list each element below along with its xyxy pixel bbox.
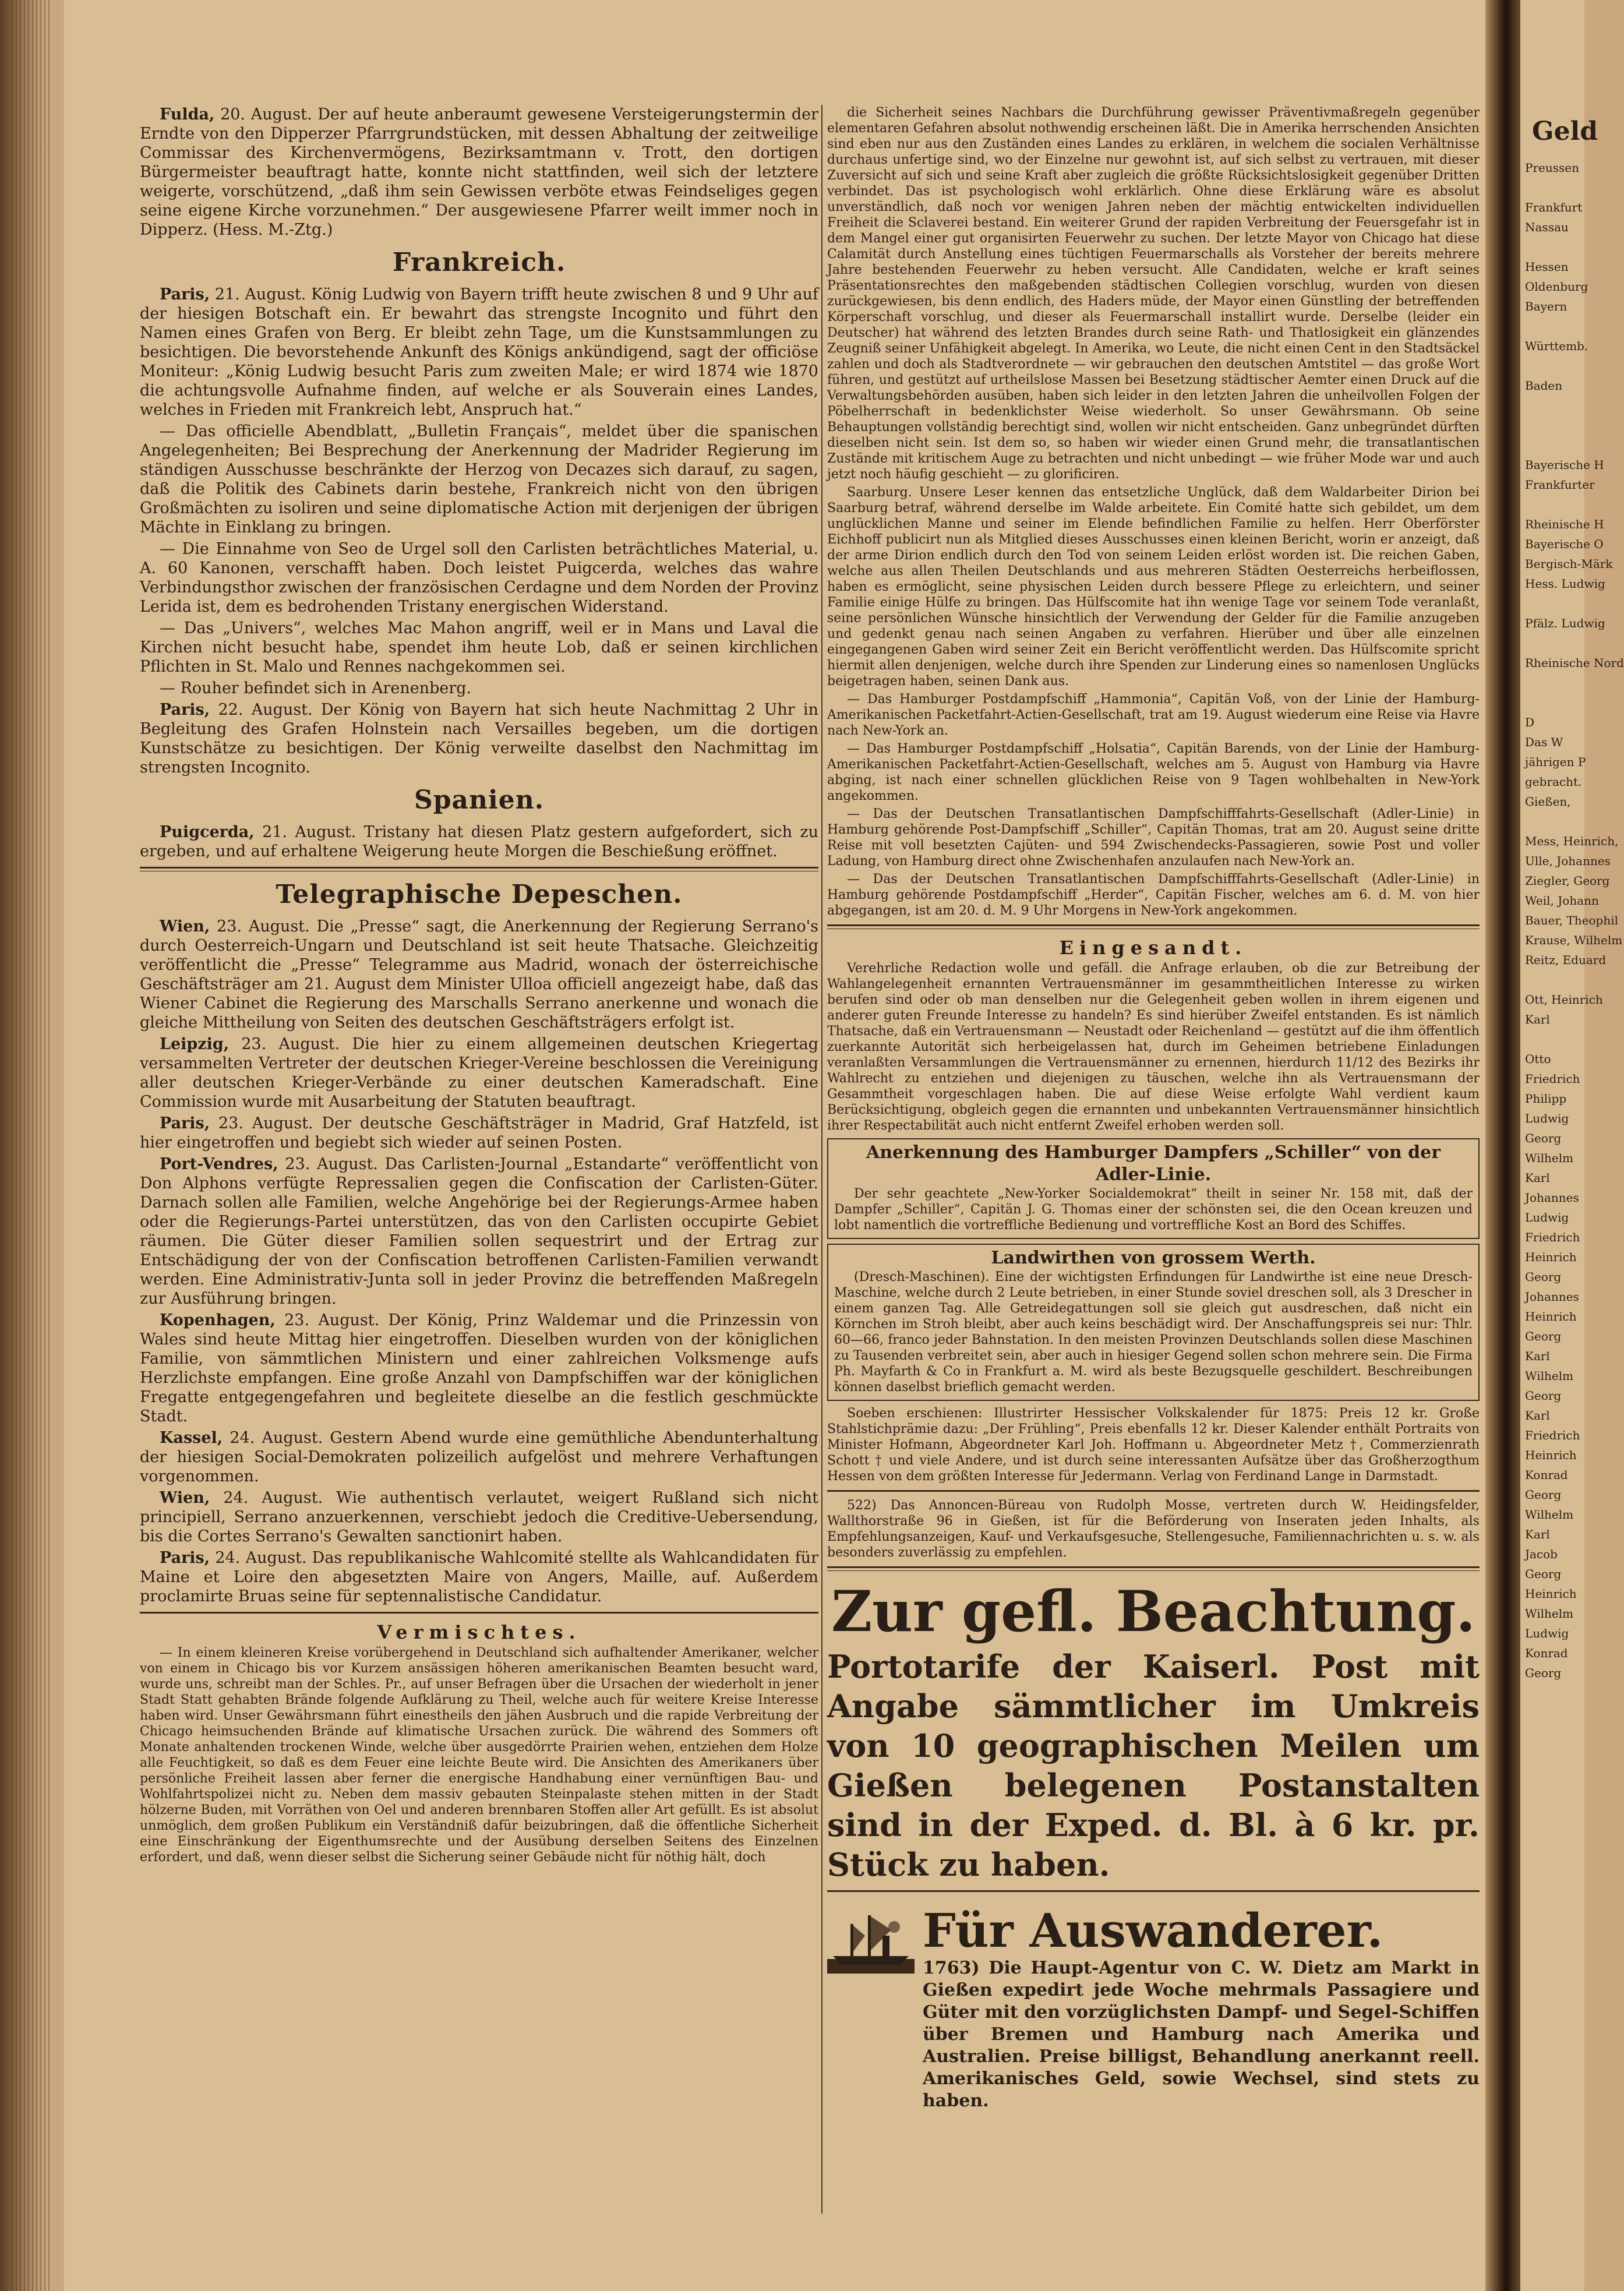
adjacent-page-line: Jacob — [1525, 1547, 1558, 1561]
adjacent-page-line: Friedrich — [1525, 1230, 1580, 1244]
article-text: — Das officielle Abendblatt, „Bulletin Français“, meldet über die spanischen Angelegenheiten; Bei Besprechung der Anerkennung der Madrider Regierung im ständigen Ausschusse beschränkte der Herzog von Decazes sich darauf, zu sagen, daß die Politik des Cabinets darin bestehe, Frankreich nicht von den übrigen Großmächten zu isoliren und seine diplomatische Action mit derjenigen der übrigen Mächte in Einklang zu bringen. — [140, 422, 818, 536]
adjacent-page-line: Bayerische O — [1525, 537, 1604, 551]
adjacent-page-line — [1525, 396, 1584, 415]
adjacent-page-line: Konrad — [1525, 1646, 1568, 1660]
ad-auswanderer-text: 1763) Die Haupt-Agentur von C. W. Dietz am Markt in Gießen expedirt jede Woche mehrmals Passagiere und Güter mit den vorzüglichsten Dampf- und Segel-Schiffen über Bremen und Hamburg nach Amerika und Australien. Preise billigst, Behandlung anerkannt reell. Amerikanisches Geld, sowie Wechsel, sind stets zu haben. — [923, 1958, 1480, 2111]
article-text: — Das „Univers“, welches Mac Mahon angriff, weil er in Mans und Laval die Kirchen nicht besucht habe, spendet ihm heute Lob, daß er seinen kirchlichen Pflichten in St. Malo und Rennes nachgekommen sei. — [140, 619, 818, 676]
article-eingesandt: Verehrliche Redaction wolle und gefäll. die Anfrage erlauben, ob die zur Betreibung der Wahlangelegenheit ernannten Vertrauensmänner im gesammtheitlichen Interesse zu wirken berufen sind oder ob man denselben nur die Gelegenheit geben wollen in ihrem eigenen und anderer guten Freunde Interesse zu handeln? Es sind hierüber Zweifel entstanden. Es ist nämlich Thatsache, daß ein Vertrauensmann — Neustadt oder Reichenland — gestützt auf die ihm öffentlich zuerkannte Autorität sich herbeigelassen hat, durch im Geheimen betriebene Einladungen veranlaßten Versammlungen die Vertrauensmänner zu ernennen, hierdurch 11/12 des Bezirks ihr Wahlrecht zu entziehen und diejenigen zu täuschen, welche ihn als Vertrauensmann der Gesammtheit vorgeschlagen haben. Die auf diese Weise erfolgte Wahl verdient kaum Berücksichtigung, obgleich gegen die ernannten und unbekannten Vertrauensmänner hinsichtlich ihrer Respectabilität auch nicht entfernt Zweifel erhoben werden soll. — [827, 961, 1480, 1133]
adjacent-page-line: Wilhelm — [1525, 1508, 1574, 1522]
news-item — [140, 539, 818, 616]
ad-landwirthe — [827, 1244, 1480, 1401]
adjacent-page-line: Wilhelm — [1525, 1369, 1574, 1383]
adjacent-page-line: Karl — [1525, 1409, 1550, 1422]
news-item — [140, 285, 818, 419]
section-rule — [827, 1890, 1480, 1892]
adjacent-page-line — [1525, 435, 1584, 455]
news-item — [140, 1548, 818, 1606]
column-divider — [821, 105, 822, 2214]
adjacent-page-line: D — [1525, 715, 1535, 729]
dateline: Wien, — [160, 1489, 210, 1507]
news-item — [140, 700, 818, 777]
ad-beachtung-text: Portotarife der Kaiserl. Post mit Angabe sämmtlicher im Umkreis von 10 geographischen Meilen um Gießen belegenen Postanstalten sind in der Exped. d. Bl. à 6 kr. pr. Stück zu haben. — [827, 1648, 1480, 1883]
article-fulda — [140, 105, 818, 239]
adjacent-page-line: Wilhelm — [1525, 1607, 1574, 1621]
adjacent-page-line: Georg — [1525, 1389, 1562, 1403]
adjacent-page-line: Frankfurt — [1525, 200, 1583, 214]
adjacent-page-line: Ludwig — [1525, 1111, 1569, 1125]
spanien-articles — [140, 822, 818, 861]
news-item — [140, 1488, 818, 1546]
adjacent-page-line — [1525, 316, 1584, 336]
adjacent-page-line: Ott, Heinrich — [1525, 993, 1603, 1007]
adjacent-page-line: Karl — [1525, 1171, 1550, 1185]
news-note: — Das der Deutschen Transatlantischen Dampfschifffahrts-Gesellschaft (Adler-Linie) in Hamburg gehörende Postdampfschiff „Herder“, Capitän Fischer, welches am 6. d. M. von hier abgegangen, ist am 20. d. M. 9 Uhr Morgens in New-York angekommen. — [827, 872, 1480, 918]
section-rule — [827, 1566, 1480, 1571]
adjacent-page-line: Baden — [1525, 379, 1563, 393]
dateline: Leipzig, — [160, 1035, 230, 1053]
adjacent-page-line: Das W — [1525, 735, 1563, 749]
adjacent-page-line — [1525, 495, 1584, 514]
adjacent-page-line — [1525, 1029, 1584, 1049]
right-column — [827, 105, 1480, 2225]
news-item — [140, 1311, 818, 1426]
adjacent-page-line: Karl — [1525, 1349, 1550, 1363]
section-rule — [140, 867, 818, 871]
adjacent-page-line: Frankfurter — [1525, 478, 1595, 492]
adjacent-page-line: Bauer, Theophil — [1525, 913, 1618, 927]
adjacent-page-line: Georg — [1525, 1131, 1562, 1145]
article-text: 22. August. Der König von Bayern hat sich heute Nachmittag 2 Uhr in Begleitung des Grafen Holnstein nach Versailles begeben, um die dortigen Kunstschätze zu besichtigen. Der König verweilte daselbst den Nachmittag im strengsten Incognito. — [140, 701, 818, 776]
article-text: 21. August. Tristany hat diesen Platz gestern aufgefordert, sich zu ergeben, und auf erhaltene Weigerung heute Morgen die Beschießung eröffnet. — [140, 823, 818, 860]
ad-schiller — [827, 1138, 1480, 1239]
adjacent-page-line: Wilhelm — [1525, 1151, 1574, 1165]
adjacent-page-line: Bayern — [1525, 299, 1567, 313]
adjacent-page-line — [1525, 356, 1584, 376]
adjacent-page-line: Hessen — [1525, 260, 1569, 274]
news-item — [140, 679, 818, 698]
ad-kalender: Soeben erschienen: Illustrirter Hessischer Volkskalender für 1875: Preis 12 kr. Große Stahlstichprämie dazu: „Der Frühling“, Preis ebenfalls 12 kr. Dieser Kalender enthält Portraits von Minister Hofmann, Abgeordneter Karl Joh. Hoffmann u. Abgeordneter Metz †, Commerzienrath Schott † und viele Andere, und ist durch seine interessanten Aufsätze über das Großherzogthum Hessen von dem größten Interesse für Jedermann. Verlag von Ferdinand Lange in Darmstadt. — [827, 1406, 1480, 1484]
adjacent-page-line: gebracht. — [1525, 775, 1582, 789]
dateline: Port-Vendres, — [160, 1155, 278, 1173]
article-text: 23. August. Die hier zu einem allgemeinen deutschen Kriegertag versammelten Vertreter der deutschen Krieger-Vereine beschlossen die Vereinigung aller deutschen Krieger-Verbände zu einer deutschen Kameradschaft. Eine Commission wurde mit Ausarbeitung der Statuten beauftragt. — [140, 1035, 818, 1111]
adjacent-page-strip — [1520, 0, 1624, 2291]
ad-mosse: 522) Das Annoncen-Büreau von Rudolph Mosse, vertreten durch W. Heidingsfelder, Wallthorstraße 96 in Gießen, ist für die Beförderung von Inseraten jeden Inhalts, als Empfehlungsanzeigen, Kauf- und Verkaufsgesuche, Stellengesuche, Familiennachrichten u. s. w. als besonders zuverlässig zu empfehlen. — [827, 1498, 1480, 1560]
section-rule — [827, 1490, 1480, 1492]
article-text: — Die Einnahme von Seo de Urgel soll den Carlisten beträchtliches Material, u. A. 60 Kanonen, verschafft haben. Doch leistet Puigcerda, welches das wahre Verbindungsthor zwischen der französischen Cerdagne und dem Norden der Provinz Lerida ist, dem es bedrohenden Tristany energischen Widerstand. — [140, 540, 818, 616]
dateline: Paris, — [160, 1549, 210, 1567]
article-text: 23. August. Der deutsche Geschäftsträger in Madrid, Graf Hatzfeld, ist hier eingetroffen und begiebt sich wieder auf seinen Posten. — [140, 1114, 818, 1152]
section-heading-vermischtes: Vermischtes. — [377, 1621, 581, 1643]
ad-auswanderer — [827, 1904, 1480, 2115]
adjacent-page-line: Friedrich — [1525, 1072, 1580, 1086]
adjacent-page-line: Gießen, — [1525, 795, 1571, 809]
frankreich-articles — [140, 285, 818, 777]
adjacent-page-line: jährigen P — [1525, 755, 1586, 769]
ad-beachtung-title: Zur gefl. Beachtung. — [831, 1579, 1475, 1644]
news-note: — Das Hamburger Postdampfschiff „Hammonia“, Capitän Voß, von der Linie der Hamburg-Amerikanischen Packetfahrt-Actien-Gesellschaft, trat am 19. August wiederum eine Reise via Havre nach New-York an. — [827, 692, 1480, 738]
left-column — [140, 105, 818, 2225]
news-item — [140, 1155, 818, 1308]
dateline: Paris, — [160, 285, 210, 303]
news-item — [140, 917, 818, 1032]
adjacent-page-line: Heinrich — [1525, 1587, 1577, 1601]
ad-auswanderer-title: Für Auswanderer. — [923, 1903, 1383, 1958]
adjacent-page-line: Karl — [1525, 1012, 1550, 1026]
adjacent-page-line: Rheinische H — [1525, 517, 1604, 531]
ad-auswanderer-body — [923, 1904, 1480, 2115]
news-item — [140, 1114, 818, 1152]
adjacent-page-line — [1525, 237, 1584, 257]
adjacent-page-line: Friedrich — [1525, 1428, 1580, 1442]
news-notes — [827, 485, 1480, 919]
ad-title: Landwirthen von grossem Werth. — [991, 1248, 1316, 1268]
adjacent-page-line: Bergisch-Märk — [1525, 557, 1613, 571]
adjacent-page-line: Otto — [1525, 1052, 1551, 1066]
article-text: 23. August. Der König, Prinz Waldemar und die Prinzessin von Wales sind heute Mittag hier eingetroffen. Dieselben wurden von der königlichen Familie, von sämmtlichen Ministern und einer zahlreichen Volksmenge aufs Herzlichste empfangen. Eine große Anzahl von Dampfschiffen war der königlichen Fregatte entgegengefahren und begleitete dieselbe an die festlich geschmückte Stadt. — [140, 1311, 818, 1425]
book-binding-edge — [0, 0, 64, 2291]
article-text: 24. August. Wie authentisch verlautet, weigert Rußland sich nicht principiell, Serrano anzuerkennen, verschiebt jedoch die Creditive-Uebersendung, bis die Cortes Serrano's Gewalten sanctionirt haben. — [140, 1489, 818, 1545]
telegraph-articles — [140, 917, 818, 1606]
news-item — [140, 1428, 818, 1486]
dateline: Wien, — [160, 917, 210, 936]
adjacent-page-line: Georg — [1525, 1329, 1562, 1343]
news-note: — Das der Deutschen Transatlantischen Dampfschifffahrts-Gesellschaft (Adler-Linie) in Hamburg gehörende Post-Dampfschiff „Schiller“, Capitän Thomas, trat am 20. August seine dritte Reise mit voll besetzten Cajüten- und 594 Zwischendecks-Passagieren, sowie Post und voller Ladung, von Hamburg direct ohne Zwischenhafen anzulaufen nach New-York an. — [827, 807, 1480, 869]
article-text: 24. August. Das republikanische Wahlcomité stellte als Wahlcandidaten für Maine et Loire den abgesetzten Maire von Angers, Maille, auf. Außerdem proclamirte Bruas seine für septennalistische Candidatur. — [140, 1549, 818, 1605]
section-heading-frankreich: Frankreich. — [392, 248, 566, 277]
dateline: Fulda, — [160, 105, 215, 123]
news-item — [140, 822, 818, 861]
adjacent-page-line: Karl — [1525, 1527, 1550, 1541]
article-continuation: die Sicherheit seines Nachbars die Durchführung gewisser Präventivmaßregeln gegenüber elementaren Gefahren absolut nothwendig erscheinen läßt. Die in Amerika herrschenden Ansichten sind eben nur aus den Zuständen eines Landes zu erklären, in welchem die socialen Verhältnisse durchaus unfertige sind, wo der Einzelne nur gewohnt ist, auf sich selbst zu vertrauen, mit dieser Zuversicht auf sich und seine Kraft aber zugleich die größte Rücksichtslosigkeit gegenüber Dritten verbindet. Das ist psychologisch wohl erklärlich. Ohne diese Erklärung wäre es absolut unverständlich, daß noch vor wenigen Jahren neben der mächtig entwickelten individuellen Freiheit die Sclaverei bestand. Ein weiterer Grund der rapiden Verbreitung der Feuersgefahr ist in dem Mangel einer gut organisirten Feuerwehr zu suchen. Der letzte Mayor von Chicago hat diese Calamität durch Anstellung eines tüchtigen Feuermarschalls als Vorsteher der bereits mehrere Jahre bestehenden Feuerwehr zu heben versucht. Alle Candidaten, welche er kraft seines Präsentationsrechtes den maßgebenden städtischen Collegien vorschlug, wurden von diesen zurückgewiesen, bis denn endlich, des Haders müde, der Mayor einen Günstling der betreffenden Körperschaft vorschlug, und dieser als Feuermarschall installirt wurde. Derselbe (leider ein Deutscher) hat während des letzten Brandes durch seine Rath- und Thatlosigkeit ein glänzendes Zeugniß seiner Unfähigkeit abgelegt. In Amerika, wo Leute, die nicht einen Cent in den Stadtsäckel zahlen und doch als Stadtverordnete — wir gebrauchen den deutschen Amtstitel — das große Wort führen, und gestützt auf urtheilslose Massen bei Besetzung städtischer Aemter einen Druck auf die Verwaltungsbehörden ausüben, haben sich leider in den letzten Jahren die unheilvollen Folgen der Pöbelherrschaft in bedenklichster Weise wiederholt. So unser Gewährsmann. Ob seine Behauptungen vollständig berechtigt sind, wollen wir nicht entscheiden. Ganz unbegründet dürften dieselben nicht sein. Ist dem so, so haben wir wieder einen Grund mehr, die transatlantischen Zustände mit kritischem Auge zu betrachten und nicht unbedingt — wie früher Mode war und auch jetzt noch häufig geschieht — zu glorificiren. — [827, 105, 1480, 482]
article-vermischtes: — In einem kleineren Kreise vorübergehend in Deutschland sich aufhaltender Amerikaner, welcher von einem in Chicago bis vor Kurzem ansässigen höheren amerikanischen Beamten besucht ward, wurde uns, schreibt man der Schles. Pr., auf unser Befragen über die Ursachen der wiederholt in jener Stadt Statt gehabten Brände folgende Aufklärung zu Theil, welche auch für weitere Kreise Interesse haben wird. Unser Gewährsmann führt einestheils den jähen Ausbruch und die rapide Verbreitung der Chicago heimsuchenden Brände auf klimatische Ursachen zurück. Die während des Sommers oft Monate anhaltenden trockenen Winde, welche über ausgedörrte Prairien wehen, entziehen dem Holze alle Feuchtigkeit, so daß es dem Feuer eine leichte Beute wird. Die Ansichten des Amerikaners über persönliche Freiheit lassen aber ferner die energische Handhabung einer vernünftigen Bau- und Wohlfahrtspolizei nicht zu. Neben dem massiv gebauten Steinpalaste stehen mitten in der Stadt hölzerne Buden, mit Vorräthen von Oel und anderen brennbaren Stoffen aller Art gefüllt. Es ist absolut unmöglich, dem großen Publikum ein Verständniß dafür beizubringen, daß die öffentliche Sicherheit eine Einschränkung der Eigenthumsrechte und der Ausübung derselben Seitens des Einzelnen erfordert, und daß, wenn dieser selbst die Sicherung seiner Gebäude nicht für nöthig hält, doch — [140, 1646, 818, 1865]
ad-title: Anerkennung des Hamburger Dampfers „Schiller“ von der Adler-Linie. — [866, 1142, 1441, 1185]
adjacent-page-line: Heinrich — [1525, 1309, 1577, 1323]
adjacent-page-line — [1525, 811, 1584, 831]
adjacent-page-line: Nassau — [1525, 220, 1569, 234]
dateline: Kassel, — [160, 1429, 223, 1447]
adjacent-page-line — [1525, 970, 1584, 990]
article-text: 24. August. Gestern Abend wurde eine gemüthliche Abendunterhaltung der hiesigen Social-Demokraten polizeilich aufgelöst und mehrere Verhaftungen vorgenommen. — [140, 1429, 818, 1485]
dateline: Kopenhagen, — [160, 1311, 276, 1329]
adjacent-page-line: Reitz, Eduard — [1525, 953, 1607, 967]
adjacent-page-line — [1525, 415, 1584, 435]
adjacent-page-lines — [1520, 146, 1624, 1683]
dateline: Puigcerda, — [160, 823, 255, 841]
adjacent-page-line: Johannes — [1525, 1290, 1579, 1304]
adjacent-page-line: Ziegler, Georg — [1525, 874, 1610, 888]
dateline: Paris, — [160, 701, 210, 719]
article-text: — Rouher befindet sich in Arenenberg. — [160, 679, 472, 697]
adjacent-page-line: Hess. Ludwig — [1525, 577, 1605, 591]
dateline: Paris, — [160, 1114, 210, 1132]
article-text: 20. August. Der auf heute anberaumt gewesene Versteigerungstermin der Erndte von den Dipperzer Pfarrgrundstücken, mit dessen Abhaltung der zeitweilige Commissar des Kirchenvermögens, Bezirksamtmann v. Trott, den dortigen Bürgermeister beauftragt hatte, konnte nicht stattfinden, weil sich der letztere weigerte, vorschützend, „daß ihm sein Gewissen verböte etwas Feindseliges gegen seine eigene Kirche vorzunehmen.“ Der ausgewiesene Pfarrer weilt immer noch in Dipperz. (Hess. M.-Ztg.) — [140, 105, 818, 239]
adjacent-page-line: Oldenburg — [1525, 280, 1588, 294]
adjacent-page-line: Weil, Johann — [1525, 894, 1599, 908]
adjacent-page-line: Bayerische H — [1525, 458, 1604, 472]
news-item — [140, 1035, 818, 1111]
page-stack-lines — [12, 0, 52, 2291]
news-item — [140, 619, 818, 676]
news-note: Saarburg. Unsere Leser kennen das entsetzliche Unglück, daß dem Waldarbeiter Dirion bei Saarburg betraf, während derselbe im Walde arbeitete. Ein Comité hatte sich gebildet, um dem unglücklichen Manne und seiner im Elende befindlichen Familie zu helfen. Herr Oberförster Eichhoff publicirt nun als Mitglied dieses Ausschusses einen kleinen Bericht, worin er anzeigt, daß der arme Dirion endlich durch den Tod von seinem Leiden erlöst worden ist. Die reichen Gaben, welche aus allen Theilen Deutschlands und aus mehreren Städten Oesterreichs herbeiflossen, haben es ermöglicht, seine physischen Leiden durch bessere Pflege zu erleichtern, und seiner Familie einige Hülfe zu bringen. Das Hülfscomite hat ihn wenige Tage vor seinem Tode veranlaßt, seine persönlichen Wünsche hinsichtlich der Verwendung der Gelder für die Familie anzugeben und gedenkt genau nach seinen Angaben zu verfahren. Hierüber und über alle einzelnen eingegangenen Gaben wird seiner Zeit ein Bericht veröffentlicht werden. Das Hülfscomite spricht hiermit allen denjenigen, welche durch ihre Spenden zur Linderung eines so namenlosen Unglücks beigetragen haben, seinen Dank aus. — [827, 485, 1480, 689]
ad-text: Der sehr geachtete „New-Yorker Socialdemokrat“ theilt in seiner Nr. 158 mit, daß der Dampfer „Schiller“, Capitän J. G. Thomas einer der schönsten sei, die den Ocean kreuzen und lobt namentlich die vortreffliche Bedienung und vortreffliche Kost an Bord des Schiffes. — [834, 1187, 1473, 1233]
adjacent-page-line: Georg — [1525, 1567, 1562, 1581]
section-rule — [140, 1612, 818, 1614]
section-heading-telegraph: Telegraphische Depeschen. — [276, 880, 683, 909]
adjacent-page-line: Krause, Wilhelm — [1525, 933, 1623, 947]
adjacent-page-line: Johannes — [1525, 1191, 1579, 1205]
news-item — [140, 422, 818, 537]
adjacent-page-line: Ludwig — [1525, 1626, 1569, 1640]
article-text: 23. August. Die „Presse“ sagt, die Anerkennung der Regierung Serrano's durch Oesterreich-Ungarn und Deutschland ist seit heute Thatsache. Gleichzeitig veröffentlicht die „Presse“ Telegramme aus Madrid, wonach der österreichische Geschäftsträger am 21. August dem Minister Ulloa officiell angezeigt habe, daß das Wiener Cabinet die Regierung des Marschalls Serrano anerkenne und wonach die gleiche Mittheilung von Seiten des deutschen Geschäftsträgers erfolgt ist. — [140, 917, 818, 1032]
adjacent-page-line: Pfälz. Ludwig — [1525, 616, 1605, 630]
adjacent-page-line: Georg — [1525, 1270, 1562, 1284]
adjacent-page-line — [1525, 178, 1584, 197]
adjacent-page-line: Philipp — [1525, 1092, 1567, 1106]
adjacent-page-line — [1525, 693, 1584, 712]
ship-icon — [827, 1904, 915, 1974]
section-heading-eingesandt: Eingesandt. — [1059, 937, 1248, 959]
adjacent-page-line: Rheinische Nord — [1525, 656, 1624, 670]
adjacent-page-line: Ludwig — [1525, 1210, 1569, 1224]
adjacent-page-line: Konrad — [1525, 1468, 1568, 1482]
adjacent-page-line: Preussen — [1525, 161, 1579, 175]
adjacent-page-line: Württemb. — [1525, 339, 1588, 353]
adjacent-page-line — [1525, 633, 1584, 653]
adjacent-page-line: Heinrich — [1525, 1448, 1577, 1462]
adjacent-page-line — [1525, 673, 1584, 693]
adjacent-page-header: Geld — [1532, 117, 1598, 146]
section-heading-spanien: Spanien. — [414, 785, 545, 815]
adjacent-page-line: Mess, Heinrich, — [1525, 834, 1619, 848]
adjacent-page-line — [1525, 594, 1584, 613]
ad-text: (Dresch-Maschinen). Eine der wichtigsten Erfindungen für Landwirthe ist eine neue Dresch-Maschine, welche durch 2 Leute betrieben, in einer Stunde soviel dreschen soll, als 3 Drescher in einem ganzen Tag. Alle Getreidegattungen soll sie gleich gut ausdreschen, daß nicht ein Körnchen im Stroh bleibt, aber auch keins beschädigt wird. Der Anschaffungspreis sei nur: Thlr. 60—66, franco jeder Bahnstation. In den meisten Provinzen Deutschlands sollen diese Maschinen zu Tausenden verbreitet sein, aber auch in hiesiger Gegend sollen schon mehrere sein. Die Firma Ph. Mayfarth & Co in Frankfurt a. M. wird als beste Bezugsquelle geschildert. Beschreibungen können daselbst brieflich gemacht werden. — [834, 1270, 1473, 1395]
section-rule — [827, 924, 1480, 929]
article-text: 23. August. Das Carlisten-Journal „Estandarte“ veröffentlicht von Don Alphons verfügte Repressalien gegen die Confiscation der Carlisten-Güter. Darnach sollen alle Familien, welche Angehörige bei der Regierungs-Armee haben oder die Regierungs-Partei unterstützen, das von den Carlisten occupirte Gebiet räumen. Die Güter dieser Familien sollen sequestrirt und der Ertrag zur Entschädigung der von der Confiscation betroffenen Carlisten-Familien verwandt werden. Eine Administrativ-Junta soll in jeder Provinz die betreffenden Maßregeln zur Ausführung bringen. — [140, 1155, 818, 1308]
book-gutter — [1485, 0, 1520, 2291]
article-text: 21. August. König Ludwig von Bayern trifft heute zwischen 8 und 9 Uhr auf der hiesigen Botschaft ein. Er bewahrt das strengste Incognito und führt den Namen eines Grafen von Berg. Er bleibt zehn Tage, um die Kunstsammlungen zu besichtigen. Die bevorstehende Ankunft des Königs ankündigend, sagt der officiöse Moniteur: „König Ludwig besucht Paris zum zweiten Male; er wird 1874 wie 1870 die achtungsvolle Aufnahme finden, auf welche er als Souverain eines Landes, welches in Frieden mit Frankreich lebt, Anspruch hat.“ — [140, 285, 818, 419]
adjacent-page-line: Heinrich — [1525, 1250, 1577, 1264]
news-note: — Das Hamburger Postdampfschiff „Holsatia“, Capitän Barends, von der Linie der Hamburg-Amerikanischen Packetfahrt-Actien-Gesellschaft, welches am 5. August von Hamburg via Havre abging, ist nach einer schnellen glücklichen Reise von 9 Tagen wohlbehalten in New-York angekommen. — [827, 742, 1480, 803]
adjacent-page-line: Georg — [1525, 1666, 1562, 1680]
adjacent-page-line: Georg — [1525, 1488, 1562, 1502]
adjacent-page-line: Ulle, Johannes — [1525, 854, 1611, 868]
